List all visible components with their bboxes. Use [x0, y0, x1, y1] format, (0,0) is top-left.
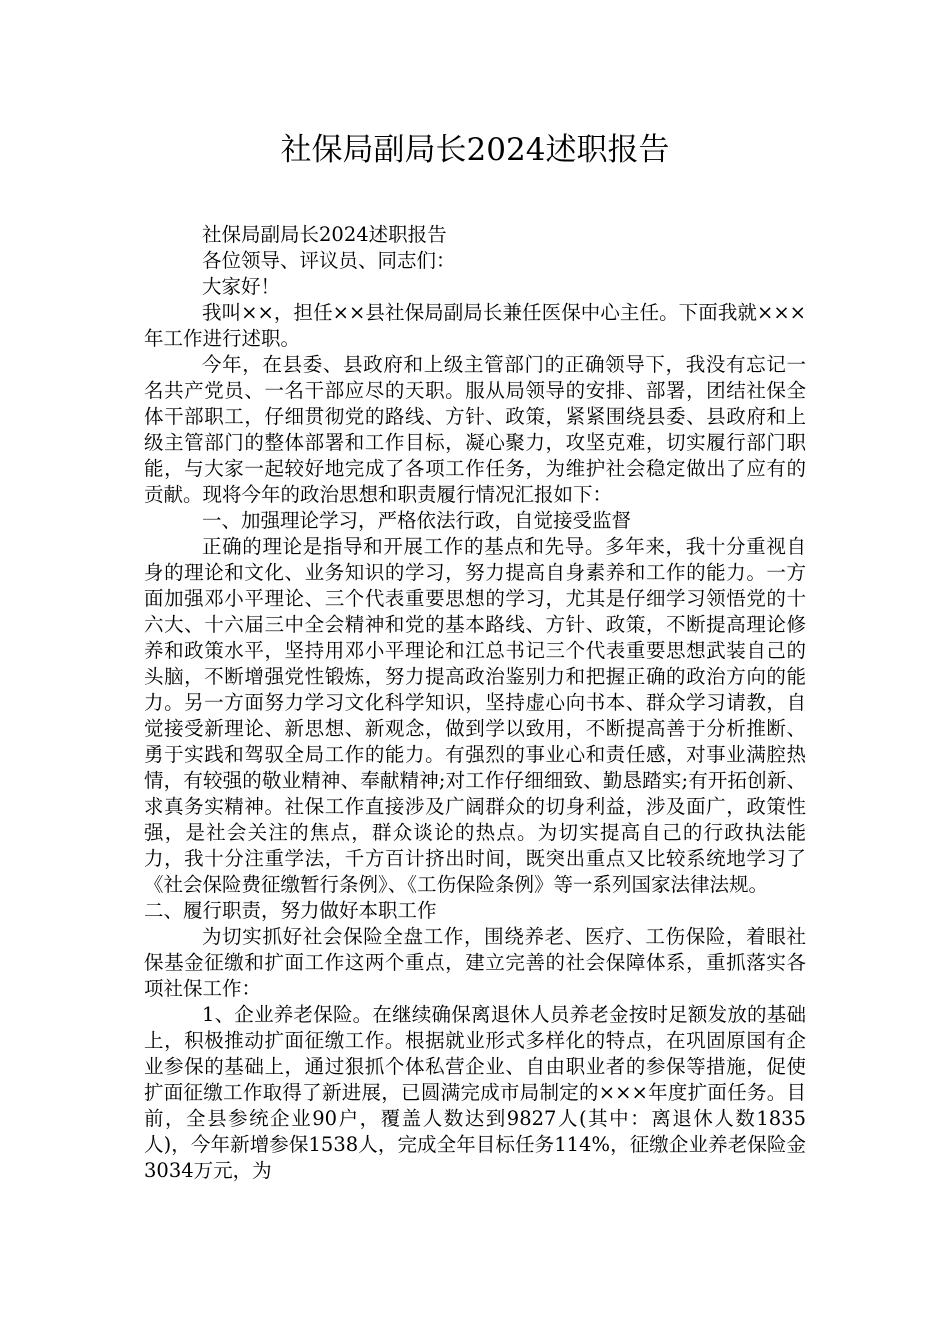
paragraph: 正确的理论是指导和开展工作的基点和先导。多年来，我十分重视自身的理论和文化、业务知识的学习，努力提高自身素养和工作的能力。一方面加强邓小平理论、三个代表重要思想的学习，尤其是仔细学习领悟党的十六大、十六届三中全会精神和党的基本路线、方针、政策，不断提高理论修养和政策水平，坚持用邓小平理论和江总书记三个代表重要思想武装自己的头脑，不断增强党性锻炼，努力提高政治鉴别力和把握正确的政治方向的能力。另一方面努力学习文化科学知识，坚持虚心向书本、群众学习请教，自觉接受新理论、新思想、新观念，做到学以致用，不断提高善于分析推断、勇于实践和驾驭全局工作的能力。有强烈的事业心和责任感，对事业满腔热情，有较强的敬业精神、奉献精神;对工作仔细细致、勤恳踏实;有开拓创新、求真务实精神。社保工作直接涉及广阔群众的切身利益，涉及面广，政策性强，是社会关注的焦点，群众谈论的热点。为切实提高自己的行政执法能力，我十分注重学法，千方百计挤出时间，既突出重点又比较系统地学习了《社会保险费征缴暂行条例》、《工伤保险条例》等一系列国家法律法规。	[144, 535, 806, 896]
paragraph: 各位领导、评议员、同志们：	[202, 249, 456, 272]
paragraph: 1、企业养老保险。在继续确保离退休人员养老金按时足额发放的基础上，积极推动扩面征缴工作。根据就业形式多样化的特点，在巩固原国有企业参保的基础上，通过狠抓个体私营企业、自由职业者的参保等措施，促使扩面征缴工作取得了新进展，已圆满完成市局制定的×××年度扩面任务。目前，全县参统企业90户，覆盖人数达到9827人(其中：离退休人数1835人)，今年新增参保1538人，完成全年目标任务114%，征缴企业养老保险金3034万元，为	[144, 1003, 806, 1182]
paragraph: 二、履行职责，努力做好本职工作	[144, 899, 437, 922]
paragraph: 一、加强理论学习，严格依法行政，自觉接受监督	[202, 509, 632, 532]
paragraph: 为切实抓好社会保险全盘工作，围绕养老、医疗、工伤保险，着眼社保基金征缴和扩面工作这两个重点，建立完善的社会保障体系，重抓落实各项社保工作：	[144, 925, 806, 1000]
document-body	[144, 222, 806, 1184]
paragraph: 社保局副局长2024述职报告	[202, 223, 447, 246]
paragraph: 今年，在县委、县政府和上级主管部门的正确领导下，我没有忘记一名共产党员、一名干部应尽的天职。服从局领导的安排、部署，团结社保全体干部职工，仔细贯彻党的路线、方针、政策，紧紧围绕县委、县政府和上级主管部门的整体部署和工作目标，凝心聚力，攻坚克难，切实履行部门职能，与大家一起较好地完成了各项工作任务，为维护社会稳定做出了应有的贡献。现将今年的政治思想和职责履行情况汇报如下：	[144, 353, 806, 506]
paragraph: 大家好！	[202, 275, 281, 298]
paragraph: 我叫××，担任××县社保局副局长兼任医保中心主任。下面我就×××年工作进行述职。	[144, 301, 806, 350]
document-title: 社保局副局长2024述职报告	[280, 132, 670, 168]
